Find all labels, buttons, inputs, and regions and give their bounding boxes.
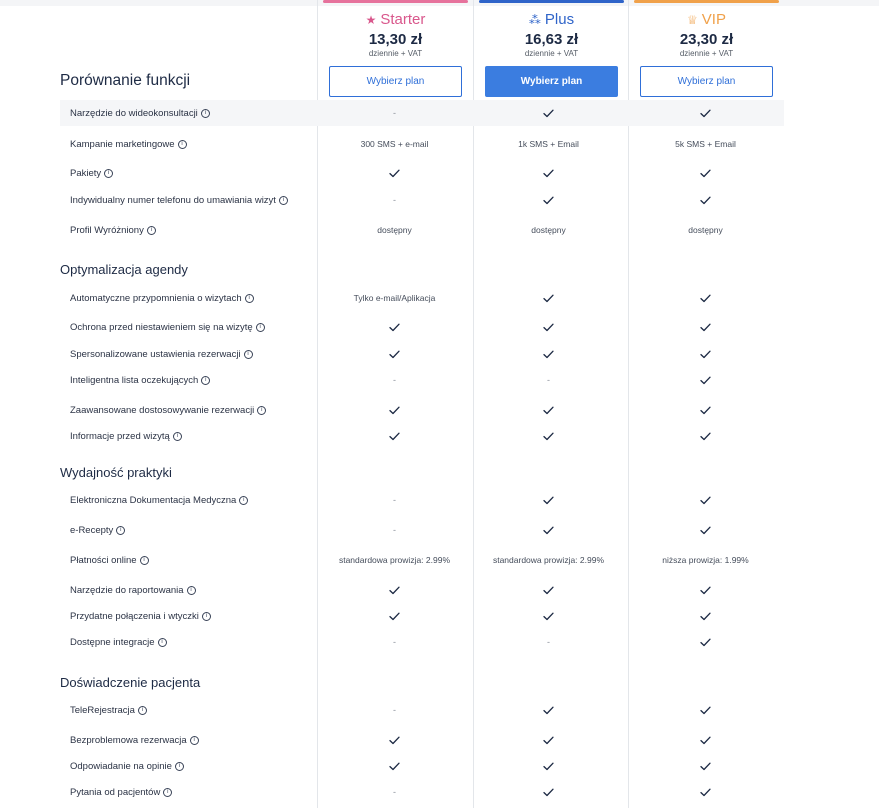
feature-label xyxy=(70,285,254,311)
info-icon[interactable]: i xyxy=(257,406,266,415)
check-icon xyxy=(322,577,467,603)
feature-value xyxy=(322,131,467,157)
feature-value xyxy=(633,131,778,157)
check-icon xyxy=(633,285,778,311)
info-icon[interactable]: i xyxy=(140,556,149,565)
not-available-dash xyxy=(322,517,467,543)
feature-value xyxy=(633,217,778,243)
table-row xyxy=(60,603,784,629)
check-icon xyxy=(322,314,467,340)
check-icon xyxy=(322,397,467,423)
table-row xyxy=(60,487,784,513)
check-icon xyxy=(633,517,778,543)
feature-label-text: Kampanie marketingowe xyxy=(70,138,175,150)
feature-value xyxy=(322,217,467,243)
table-row xyxy=(60,727,784,753)
check-icon xyxy=(633,753,778,779)
plan-price-unit: dziennie + VAT xyxy=(368,49,423,58)
feature-value xyxy=(476,217,621,243)
feature-label xyxy=(70,727,199,753)
dash-text: - xyxy=(393,637,396,647)
feature-value xyxy=(633,547,778,573)
feature-label xyxy=(70,217,156,243)
info-icon[interactable]: i xyxy=(187,586,196,595)
check-icon xyxy=(633,603,778,629)
feature-value xyxy=(476,131,621,157)
check-icon xyxy=(476,423,621,449)
table-row xyxy=(60,341,784,367)
feature-label xyxy=(70,577,196,603)
feature-label xyxy=(70,629,167,655)
feature-label-text: Narzędzie do raportowania xyxy=(70,584,184,596)
not-available-dash xyxy=(322,367,467,393)
check-icon xyxy=(633,629,778,655)
check-icon xyxy=(476,341,621,367)
table-row xyxy=(60,629,784,655)
info-icon[interactable]: i xyxy=(158,638,167,647)
section-title: Optymalizacja agendy xyxy=(60,262,188,277)
check-icon xyxy=(633,100,778,126)
feature-value-text: 5k SMS + Email xyxy=(675,139,736,149)
check-icon xyxy=(633,397,778,423)
feature-label xyxy=(70,517,125,543)
not-available-dash xyxy=(322,100,467,126)
feature-value-text: niższa prowizja: 1.99% xyxy=(662,555,749,565)
info-icon[interactable]: i xyxy=(239,496,248,505)
check-icon xyxy=(476,160,621,186)
info-icon[interactable]: i xyxy=(173,432,182,441)
feature-label xyxy=(70,160,113,186)
plan-name: VIP xyxy=(701,11,726,28)
plan-color-bar xyxy=(323,0,468,3)
table-row xyxy=(60,285,784,311)
feature-label-text: TeleRejestracja xyxy=(70,704,135,716)
feature-label xyxy=(70,423,182,449)
medal-icon: ♕ xyxy=(687,12,698,27)
check-icon xyxy=(322,753,467,779)
table-row xyxy=(60,423,784,449)
table-row xyxy=(60,517,784,543)
feature-value xyxy=(476,547,621,573)
star-icon: ★ xyxy=(365,12,377,27)
check-icon xyxy=(476,487,621,513)
choose-plan-button[interactable]: Wybierz plan xyxy=(485,66,618,97)
check-icon xyxy=(322,423,467,449)
info-icon[interactable]: i xyxy=(138,706,147,715)
not-available-dash xyxy=(476,629,621,655)
info-icon[interactable]: i xyxy=(201,376,210,385)
feature-value-text: 1k SMS + Email xyxy=(518,139,579,149)
feature-value-text: dostępny xyxy=(531,225,566,235)
check-icon xyxy=(476,187,621,213)
check-icon xyxy=(633,727,778,753)
section-title: Wydajność praktyki xyxy=(60,465,172,480)
plan-name: Plus xyxy=(544,11,575,28)
info-icon[interactable]: i xyxy=(256,323,265,332)
dash-text: - xyxy=(393,787,396,797)
table-row xyxy=(60,314,784,340)
feature-label-text: Ochrona przed niestawieniem się na wizytę xyxy=(70,321,253,333)
plan-price-unit: dziennie + VAT xyxy=(679,49,734,58)
check-icon xyxy=(322,160,467,186)
check-icon xyxy=(476,779,621,805)
info-icon[interactable]: i xyxy=(244,350,253,359)
people-icon: ⁂ xyxy=(528,12,541,27)
dash-text: - xyxy=(393,705,396,715)
check-icon xyxy=(633,487,778,513)
not-available-dash xyxy=(476,367,621,393)
table-row xyxy=(60,697,784,723)
dash-text: - xyxy=(393,495,396,505)
info-icon[interactable]: i xyxy=(104,169,113,178)
feature-label xyxy=(70,397,266,423)
check-icon xyxy=(633,314,778,340)
plan-name: Starter xyxy=(380,11,426,28)
table-row xyxy=(60,367,784,393)
info-icon[interactable]: i xyxy=(163,788,172,797)
feature-label xyxy=(70,753,184,779)
dash-text: - xyxy=(547,637,550,647)
table-row xyxy=(60,187,784,213)
table-row xyxy=(60,779,784,805)
check-icon xyxy=(633,697,778,723)
feature-label-text: Odpowiadanie na opinie xyxy=(70,760,172,772)
check-icon xyxy=(633,367,778,393)
feature-value-text: standardowa prowizja: 2.99% xyxy=(338,555,451,565)
page-title: Porównanie funkcji xyxy=(60,72,191,89)
plan-plus xyxy=(479,0,624,97)
feature-label xyxy=(70,187,288,213)
not-available-dash xyxy=(322,779,467,805)
feature-label xyxy=(70,314,265,340)
check-icon xyxy=(476,100,621,126)
feature-label xyxy=(70,100,210,126)
check-icon xyxy=(322,727,467,753)
feature-label-text: Informacje przed wizytą xyxy=(70,430,170,442)
feature-label xyxy=(70,367,210,393)
choose-plan-button[interactable]: Wybierz plan xyxy=(329,66,462,97)
check-icon xyxy=(633,187,778,213)
feature-label-text: Elektroniczna Dokumentacja Medyczna xyxy=(70,494,237,506)
table-row xyxy=(60,100,784,126)
section-title: Doświadczenie pacjenta xyxy=(60,675,201,690)
feature-label-text: e-Recepty xyxy=(70,524,114,536)
feature-label-text: Pakiety xyxy=(70,167,102,179)
check-icon xyxy=(633,577,778,603)
check-icon xyxy=(633,779,778,805)
check-icon xyxy=(476,285,621,311)
info-icon[interactable]: i xyxy=(147,226,156,235)
not-available-dash xyxy=(322,487,467,513)
feature-label-text: Inteligentna lista oczekujących xyxy=(70,374,199,386)
feature-label xyxy=(70,697,147,723)
info-icon[interactable]: i xyxy=(279,196,288,205)
feature-label-text: Płatności online xyxy=(70,554,137,566)
plan-color-bar xyxy=(634,0,779,3)
check-icon xyxy=(633,341,778,367)
choose-plan-button[interactable]: Wybierz plan xyxy=(640,66,773,97)
feature-label-text: Profil Wyróżniony xyxy=(70,224,144,236)
table-row xyxy=(60,160,784,186)
table-row xyxy=(60,217,784,243)
feature-label-text: Przydatne połączenia i wtyczki xyxy=(70,610,199,622)
table-row xyxy=(60,753,784,779)
table-row xyxy=(60,397,784,423)
feature-label-text: Indywidualny numer telefonu do umawiania wizyt xyxy=(70,194,276,206)
dash-text: - xyxy=(393,525,396,535)
feature-value-text: dostępny xyxy=(688,225,723,235)
dash-text: - xyxy=(393,195,396,205)
table-row xyxy=(60,131,784,157)
check-icon xyxy=(476,397,621,423)
info-icon[interactable]: i xyxy=(116,526,125,535)
feature-label-text: Bezproblemowa rezerwacja xyxy=(70,734,187,746)
feature-label xyxy=(70,779,172,805)
info-icon[interactable]: i xyxy=(178,140,187,149)
feature-label-text: Pytania od pacjentów xyxy=(70,786,161,798)
dash-text: - xyxy=(393,108,396,118)
check-icon xyxy=(322,603,467,629)
check-icon xyxy=(476,577,621,603)
feature-label-text: Spersonalizowane ustawienia rezerwacji xyxy=(70,348,241,360)
plan-starter xyxy=(323,0,468,97)
feature-label-text: Zaawansowane dostosowywanie rezerwacji xyxy=(70,404,255,416)
feature-label xyxy=(70,341,253,367)
feature-value-text: dostępny xyxy=(377,225,412,235)
feature-value-text: Tylko e-mail/Aplikacja xyxy=(353,293,436,303)
plan-vip xyxy=(634,0,779,97)
feature-label-text: Narzędzie do wideokonsultacji xyxy=(70,107,198,119)
info-icon[interactable]: i xyxy=(245,294,254,303)
info-icon[interactable]: i xyxy=(190,736,199,745)
check-icon xyxy=(476,603,621,629)
feature-label xyxy=(70,547,149,573)
dash-text: - xyxy=(547,375,550,385)
table-row xyxy=(60,547,784,573)
check-icon xyxy=(476,727,621,753)
plan-price: 23,30 zł xyxy=(679,31,734,48)
plan-price-unit: dziennie + VAT xyxy=(524,49,579,58)
info-icon[interactable]: i xyxy=(175,762,184,771)
check-icon xyxy=(476,517,621,543)
check-icon xyxy=(322,341,467,367)
feature-value xyxy=(322,547,467,573)
check-icon xyxy=(633,160,778,186)
table-row xyxy=(60,577,784,603)
plan-price: 16,63 zł xyxy=(524,31,579,48)
check-icon xyxy=(476,314,621,340)
feature-label xyxy=(70,487,248,513)
not-available-dash xyxy=(322,629,467,655)
feature-value-text: standardowa prowizja: 2.99% xyxy=(492,555,605,565)
plan-price: 13,30 zł xyxy=(368,31,423,48)
info-icon[interactable]: i xyxy=(201,109,210,118)
feature-label xyxy=(70,131,187,157)
dash-text: - xyxy=(393,375,396,385)
feature-label-text: Automatyczne przypomnienia o wizytach xyxy=(70,292,242,304)
not-available-dash xyxy=(322,697,467,723)
feature-value-text: 300 SMS + e-mail xyxy=(360,139,429,149)
info-icon[interactable]: i xyxy=(202,612,211,621)
check-icon xyxy=(633,423,778,449)
check-icon xyxy=(476,697,621,723)
plan-color-bar xyxy=(479,0,624,3)
feature-label xyxy=(70,603,211,629)
feature-label-text: Dostępne integracje xyxy=(70,636,155,648)
not-available-dash xyxy=(322,187,467,213)
feature-value xyxy=(322,285,467,311)
check-icon xyxy=(476,753,621,779)
